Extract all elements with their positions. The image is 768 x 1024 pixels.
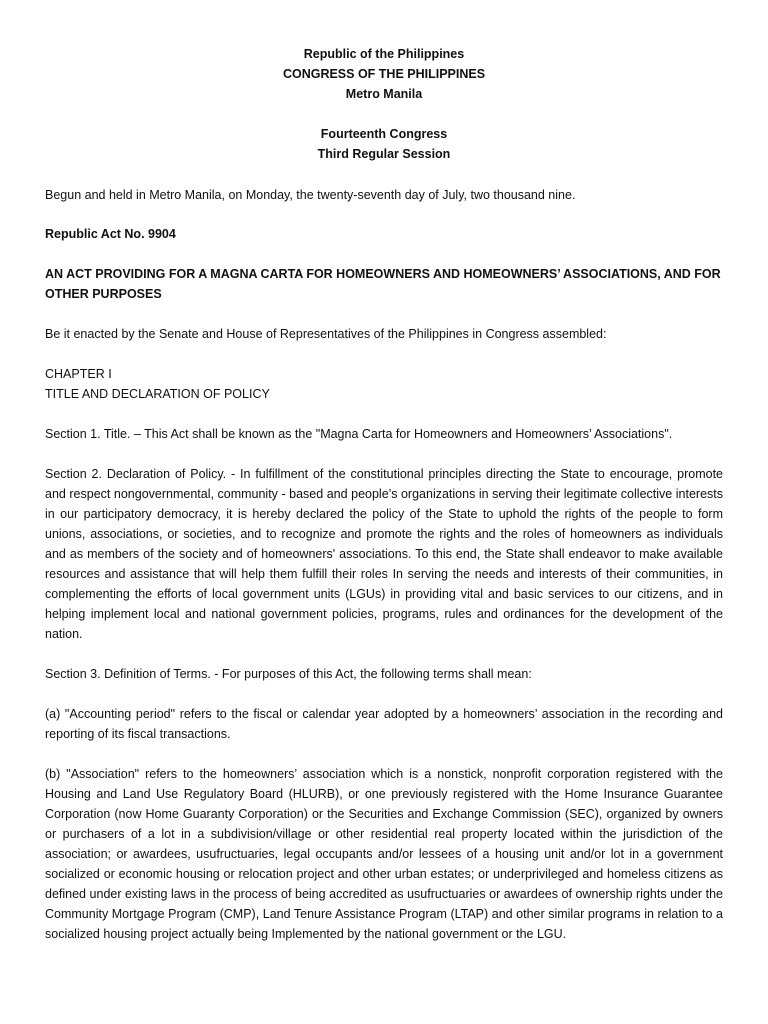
chapter-number: CHAPTER I	[45, 367, 112, 381]
header-congress-number: Fourteenth Congress	[320, 127, 448, 141]
header-republic: Republic of the Philippines	[303, 47, 465, 61]
section-2: Section 2. Declaration of Policy. - In fulfillment of the constitutional principles directing the State to encourage, promote and respect nongovernmental, community - based and people’s organizations in serving their legitimate collective interests in our participatory democracy, it is hereby declared the policy of the State to uphold the rights of the people to form unions, associations, or societies, and to recognize and promote the rights and the roles of homeowners as individuals and as members of the society and of homeowners' associations. To this end, the State shall endeavor to make available resources and assistance that will help them fulfill their roles In serving the needs and interests of their communities, in complementing the efforts of local government units (LGUs) in providing vital and basic services to our citizens, and in helping implement local and national government policies, programs, rules and ordinances for the development of the nation.	[45, 467, 723, 641]
header-session: Third Regular Session	[317, 147, 451, 161]
enactment-clause: Be it enacted by the Senate and House of Representatives of the Philippines in Congress assembled:	[45, 327, 607, 341]
chapter-title: TITLE AND DECLARATION OF POLICY	[45, 387, 270, 401]
section-3: Section 3. Definition of Terms. - For purposes of this Act, the following terms shall mean:	[45, 667, 532, 681]
act-title: AN ACT PROVIDING FOR A MAGNA CARTA FOR HOMEOWNERS AND HOMEOWNERS’ ASSOCIATIONS, AND FOR OTHER PURPOSES	[45, 267, 721, 301]
act-number: Republic Act No. 9904	[45, 227, 176, 241]
section-3-b: (b) "Association" refers to the homeowners’ association which is a nonstick, nonprofit corporation registered with the Housing and Land Use Regulatory Board (HLURB), or one previously registered with the Home Insurance Guarantee Corporation (now Home Guaranty Corporation) or the Securities and Exchange Commission (SEC), organized by owners or purchasers of a lot in a subdivision/village or other residential real property located within the jurisdiction of the association; or awardees, usufructuaries, legal occupants and/or lessees of a housing unit and/or lot in a government socialized or economic housing or relocation project and other urban estates; or underprivileged and homeless citizens as defined under existing laws in the process of being accredited as usufructuaries or awardees of ownership rights under the Community Mortgage Program (CMP), Land Tenure Assistance Program (LTAP) and other similar programs in relation to a socialized housing project actually being Implemented by the national government or the LGU.	[45, 767, 723, 941]
header-congress: CONGRESS OF THE PHILIPPINES	[282, 67, 486, 81]
header-location: Metro Manila	[345, 87, 423, 101]
section-3-a: (a) "Accounting period" refers to the fiscal or calendar year adopted by a homeowners’ association in the recording and reporting of its fiscal transactions.	[45, 707, 723, 741]
intro-paragraph: Begun and held in Metro Manila, on Monday, the twenty-seventh day of July, two thousand nine.	[45, 188, 576, 202]
section-1: Section 1. Title. – This Act shall be known as the "Magna Carta for Homeowners and Homeowners’ Associations".	[45, 427, 673, 441]
document-page	[45, 0, 723, 1024]
